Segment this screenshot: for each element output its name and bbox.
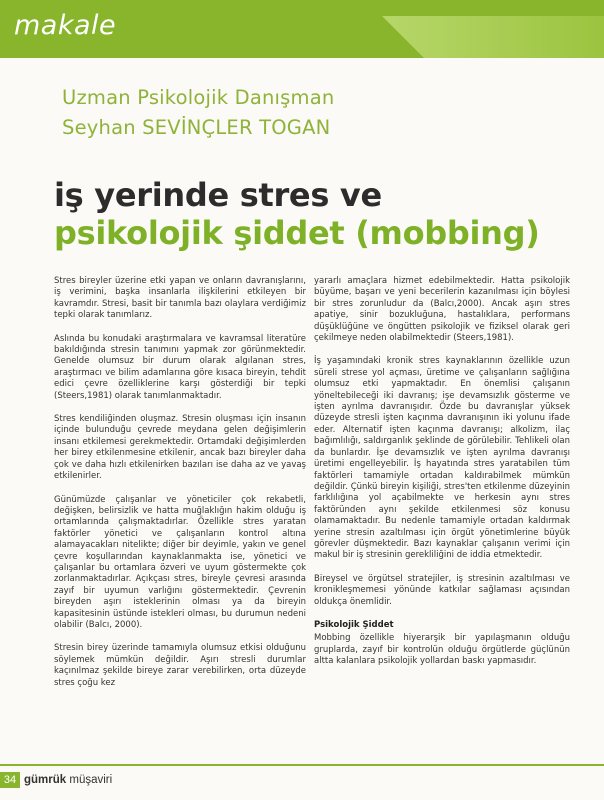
paragraph: Aslında bu konudaki araştırmalara ve kavramsal literatüre bakıldığında stresin tanımını yapmak zor görünmektedir. Genelde olumsuz bir durum olarak algılanan stres, araştırmacı ve bilim adamlarına göre kısaca bireyin, tehdit edici çevre özelliklerine karşı gösterdiği bir tepki (Steers,1981) olarak tanımlanmaktadır. [54, 333, 306, 401]
magazine-name-part-2: müşaviri [69, 774, 113, 786]
section-label: makale [14, 10, 117, 41]
paragraph: Mobbing özellikle hiyerarşik bir yapılaşmanın olduğu gruplarda, zayıf bir kontrolün olduğu örgütlerde güçlünün altta kalanlara psikolojik yollardan baskı yapmasıdır. [314, 633, 570, 667]
paragraph: Stres kendiliğinden oluşmaz. Stresin oluşması için insanın içinde bulunduğu çevrede meydana gelen değişimlerin insanı etkilemesi gerekmektedir. Ortamdaki değişimlerden her birey etkilenmesine etkilenir, ancak bazı bireyler daha çok ve daha hızlı etkilenirken bazıları ise daha az ve yavaş etkilenirler. [54, 414, 306, 482]
page-number: 34 [0, 772, 20, 788]
paragraph: Stresin birey üzerinde tamamıyla olumsuz etkisi olduğunu söylemek mümkün değildir. Aşırı stresli durumlar kaçınılmaz şekilde bireye zarar verebilirken, orta düzeyde stres çoğu kez [54, 643, 306, 688]
body-column-left [54, 276, 306, 701]
magazine-name-part-1: gümrük [24, 774, 67, 786]
author-title: Uzman Psikolojik Danışman [62, 86, 335, 109]
magazine-name [24, 772, 112, 788]
article-title-line-1: iş yerinde stres ve [54, 176, 382, 214]
paragraph: Günümüzde çalışanlar ve yöneticiler çok rekabetli, değişken, belirsizlik ve hatta muğlaklığın hakim olduğu iş ortamlarında çalışmaktadırlar. Özellikle stres yaratan faktörler yönetici ve çalışanların kontrol altına alamayacakları nitelikte; diğer bir deyimle, yakın ve genel çevre koşullarından kaynaklanmakta ise, yönetici ve çalışanlar bu ortamlara özveri ve uyum göstermekte çok zorlanmaktadırlar. Açıkçası stres, bireyle çevresi arasında zayıf bir uyumun varlığını göstermektedir. Çevrenin bireyden aşırı isteklerinin olması ya da bireyin kapasitesinin üstünde istekleri olması, bu durumun nedeni olabilir (Balcı, 2000). [54, 494, 306, 630]
paragraph: Bireysel ve örgütsel stratejiler, iş stresinin azaltılması ve kronikleşmemesi yönünde katkılar sağlaması açısından oldukça önemlidir. [314, 573, 570, 607]
body-column-right [314, 276, 570, 680]
footer-rule [0, 764, 604, 766]
author-name: Seyhan SEVİNÇLER TOGAN [62, 116, 331, 139]
subheading: Psikolojik Şiddet [314, 619, 394, 630]
paragraph: İş yaşamındaki kronik stres kaynaklarının özellikle uzun süreli strese yol açması, üretime ve çalışanların sağlığına olumsuz etki yapmaktadır. En önemlisi çalışanın yöneltebileceği iki davranış; işe devamsızlık gösterme ve işten ayrılma davranışıdır. Özde bu davranışlar yüksek düzeyde stresli işten kaçınma davranışının iki yolunu ifade eder. Alternatif işten kaçınma davranışı; alkolizm, ilaç bağımlılığı, saldırganlık şeklinde de görülebilir. Tehlikeli olan da bunlardır. İşe devamsızlık ve işten ayrılma davranışı üretimi engelleyebilir. İş hayatında stres yaratabilen tüm faktörleri tamamiyle ortadan kaldırabilmek mümkün değildir. Çünkü bireyin kişiliği, stres'ten etkilenme düzeyinin farklılığına yol açabilmekte ve herkesin aynı stres faktöründen aynı şekilde etkilenmesi söz konusu olamamaktadır. Bu nedenle tamamiyle ortadan kaldırmak yerine stresin azaltılması için örgüt yönetimlerine büyük görevler düşmektedir. Bazı kaynaklar çalışanın verimi için makul bir iş stresinin gerekliliğini de iddia etmektedir. [314, 356, 570, 561]
paragraph: yararlı amaçlara hizmet edebilmektedir. Hatta psikolojik büyüme, başarı ve yeni becerilerin kazanılması için böylesi bir stres zorunludur da (Balcı,2000). Ancak aşırı stres apatiye, sinir bozukluğuna, hastalıklara, performans düşüklüğüne ve öngütten psikolojik ve fiziksel olarak geri çekilmeye neden olabilmektedir (Steers,1981). [314, 276, 570, 344]
article-title-line-2: psikolojik şiddet (mobbing) [54, 214, 540, 252]
paragraph: Stres bireyler üzerine etki yapan ve onların davranışlarını, iş verimini, başka insanlarla ilişkilerini etkileyen bir kavramdır. Stresi, basit bir tanımla bazı olaylara verdiğimiz tepki olarak tanımlarız. [54, 276, 306, 321]
